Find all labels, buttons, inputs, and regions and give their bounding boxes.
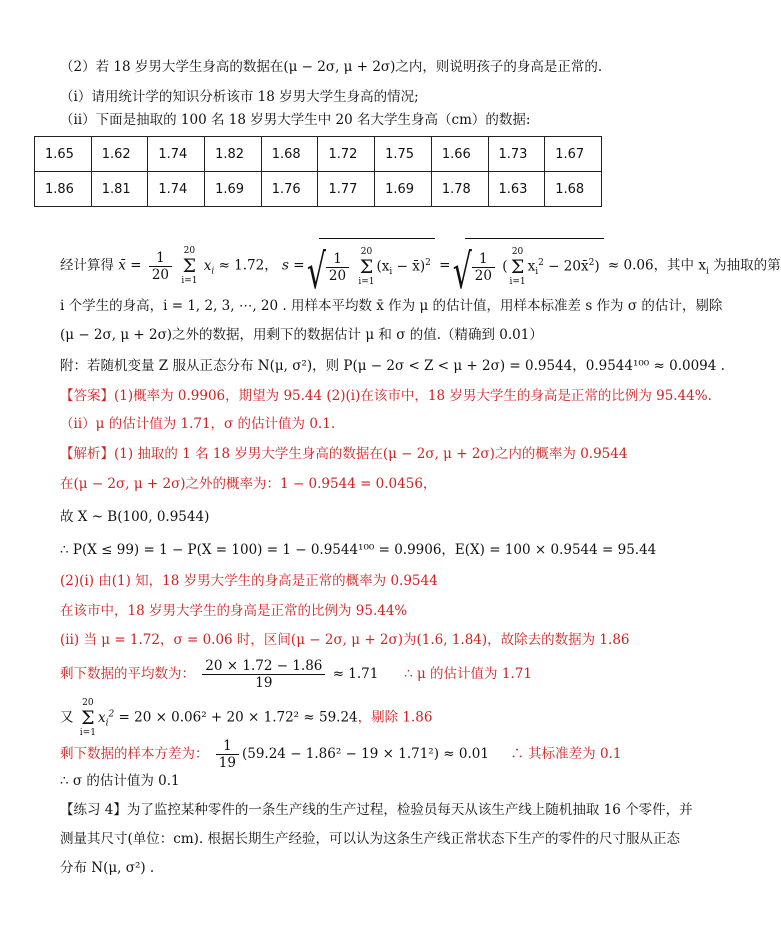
- table-cell: 1.68: [545, 172, 602, 207]
- table-cell: 1.62: [91, 137, 148, 172]
- table-cell: 1.69: [205, 172, 262, 207]
- question-2-i: （ⅰ）请用统计学的知识分析该市 18 岁男大学生身高的情况;: [60, 89, 419, 105]
- question-2-ii: （ⅱ）下面是抽取的 100 名 18 岁男大学生中 20 名大学生身高（cm）的数据:: [60, 112, 531, 128]
- table-cell: 1.82: [205, 137, 262, 172]
- analysis-p9: 又 20 Σ $i=1x_i^2 = 20 \times 0.06^2 + 20 \times 1.72^2 \approx 59.24$，剔除 1.86: [60, 698, 433, 738]
- answer-line-1: 【答案】(1)概率为 0.9906，期望为 95.44 (2)(ⅰ)在该市中，18 岁男大学生的身高是正常的比例为 95.44%.: [60, 388, 712, 404]
- table-cell: 1.66: [431, 137, 488, 172]
- analysis-p7: (ⅱ) 当 μ = 1.72，σ = 0.06 时，区间(μ − 2σ, μ + 2σ)为(1.6, 1.84)，故除去的数据为 1.86: [60, 632, 630, 648]
- mean-fraction: $\frac{20 \times 1.72 - 1.86}{19}$: [202, 658, 325, 691]
- answer-line-2: （ⅱ）μ 的估计值为 1.71，σ 的估计值为 0.1.: [60, 416, 336, 432]
- analysis-p4: ∴ P(X ≤ 99) = 1 − P(X = 100) = 1 − 0.9544¹⁰⁰ = 0.9906，E(X) = 100 × 0.9544 = 95.44: [60, 542, 657, 558]
- analysis-p2: 在(μ − 2σ, μ + 2σ)之外的概率为：1 − 0.9544 = 0.0456，: [60, 476, 437, 492]
- table-cell: 1.72: [318, 137, 375, 172]
- analysis-p6: 在该市中，18 岁男大学生的身高是正常的比例为 95.44%: [60, 603, 408, 619]
- calc-tail: ，其中 x: [653, 257, 706, 274]
- std-dev-note: ∴ 其标准差为 0.1: [510, 746, 622, 762]
- sqrt-variance-1: √ $\frac{1}{20}$ 20 Σ $i=1(x_i$ − x̄)$^2$: [319, 238, 435, 294]
- calc-lead: 经计算得: [60, 257, 114, 274]
- remove-note: ，剔除 1.86: [357, 709, 433, 726]
- mean-lead: 剩下数据的平均数为：: [60, 666, 195, 682]
- table-cell: 1.81: [91, 172, 148, 207]
- s-value: ≈ 0.06: [607, 257, 654, 274]
- mean-value: ≈ 1.71: [332, 666, 379, 682]
- calc-line-2: i 个学生的身高，i = 1, 2, 3, ⋯, 20 . 用样本平均数 x̄ 作为 μ 的估计值，用样本标准差 s 作为 σ 的估计，剔除: [60, 298, 723, 314]
- table-cell: 1.74: [148, 137, 205, 172]
- table-cell: 1.86: [35, 172, 92, 207]
- variance-fraction: $\frac{1}{19}$: [216, 738, 239, 771]
- table-row: [35, 137, 602, 172]
- table-cell: 1.73: [488, 137, 545, 172]
- analysis-p8: [60, 654, 602, 694]
- sum-squares-expr: = 20 × 0.06² + 20 × 1.72² ≈ 59.24: [118, 709, 358, 726]
- appendix-line: 附：若随机变量 Z 服从正态分布 N(μ, σ²)，则 P(μ − 2σ < Z < μ + 2σ) = 0.9544，0.9544¹⁰⁰ ≈ 0.0094 .: [60, 358, 725, 374]
- table-cell: 1.68: [261, 137, 318, 172]
- xbar-value: ≈ 1.72: [218, 257, 265, 274]
- analysis-p5: (2)(ⅰ) 由(1) 知，18 岁男大学生的身高是正常的概率为 0.9544: [60, 573, 438, 589]
- exercise-line-3: 分布 N(μ, σ²) .: [60, 860, 155, 876]
- analysis-p11: ∴ σ 的估计值为 0.1: [60, 773, 180, 789]
- table-cell: 1.67: [545, 137, 602, 172]
- exercise-line-1: 【练习 4】为了监控某种零件的一条生产线的生产过程，检验员每天从该生产线上随机抽取 16 个零件，并: [60, 802, 693, 818]
- table-cell: 1.75: [375, 137, 432, 172]
- table-row: [35, 172, 602, 207]
- fraction-1-20: $\frac{1}{20}$: [149, 250, 172, 283]
- calc-line-3: (μ − 2σ, μ + 2σ)之外的数据，用剩下的数据估计 μ 和 σ 的值.（精确到 0.01）: [60, 327, 543, 343]
- question-2: （2）若 18 岁男大学生身高的数据在(μ − 2σ, μ + 2σ)之内，则说明孩子的身高是正常的.: [60, 59, 603, 75]
- sqrt-variance-2: √ $\frac{1}{20}$ (20 Σ $i=1x_i^2$ − 20x̄$^2$): [465, 238, 604, 294]
- table-cell: 1.76: [261, 172, 318, 207]
- also-lead: 又: [60, 709, 74, 726]
- calc-tail-2: 为抽取的第: [708, 257, 781, 274]
- variance-expr: (59.24 − 1.86² − 19 × 1.71²) ≈ 0.01: [241, 746, 489, 762]
- mu-estimate: ∴ μ 的估计值为 1.71: [404, 666, 532, 682]
- variance-lead: 剩下数据的样本方差为：: [60, 746, 209, 762]
- analysis-p10: [60, 734, 622, 774]
- table-cell: 1.77: [318, 172, 375, 207]
- table-cell: 1.78: [431, 172, 488, 207]
- table-cell: 1.65: [35, 137, 92, 172]
- analysis-p1: 【解析】(1) 抽取的 1 名 18 岁男大学生身高的数据在(μ − 2σ, μ + 2σ)之内的概率为 0.9544: [60, 446, 628, 462]
- analysis-p3: 故 X ~ B(100, 0.9544): [60, 509, 210, 525]
- calc-line-1: 经计算得 x̄ = $\frac{1}{20}$ 20 Σ i=1 $x_i \approx 1.72$， s = √ $\frac{1}{20}$ 20 Σ $i=1(x_i$ − x̄)$^2$ = √ $\frac{1}{20}$ (20 Σ $i=1x_i^2$ − 20x̄$^2$) ≈ 0.06，其中 $x_i$ 为抽取的第: [60, 238, 602, 282]
- sum-symbol: 20 Σ i=1: [181, 246, 198, 287]
- exercise-line-2: 测量其尺寸(单位：cm). 根据长期生产经验，可以认为这条生产线正常状态下生产的零件的尺寸服从正态: [60, 831, 680, 847]
- table-cell: 1.69: [375, 172, 432, 207]
- height-table: [34, 136, 602, 207]
- table-cell: 1.63: [488, 172, 545, 207]
- table-cell: 1.74: [148, 172, 205, 207]
